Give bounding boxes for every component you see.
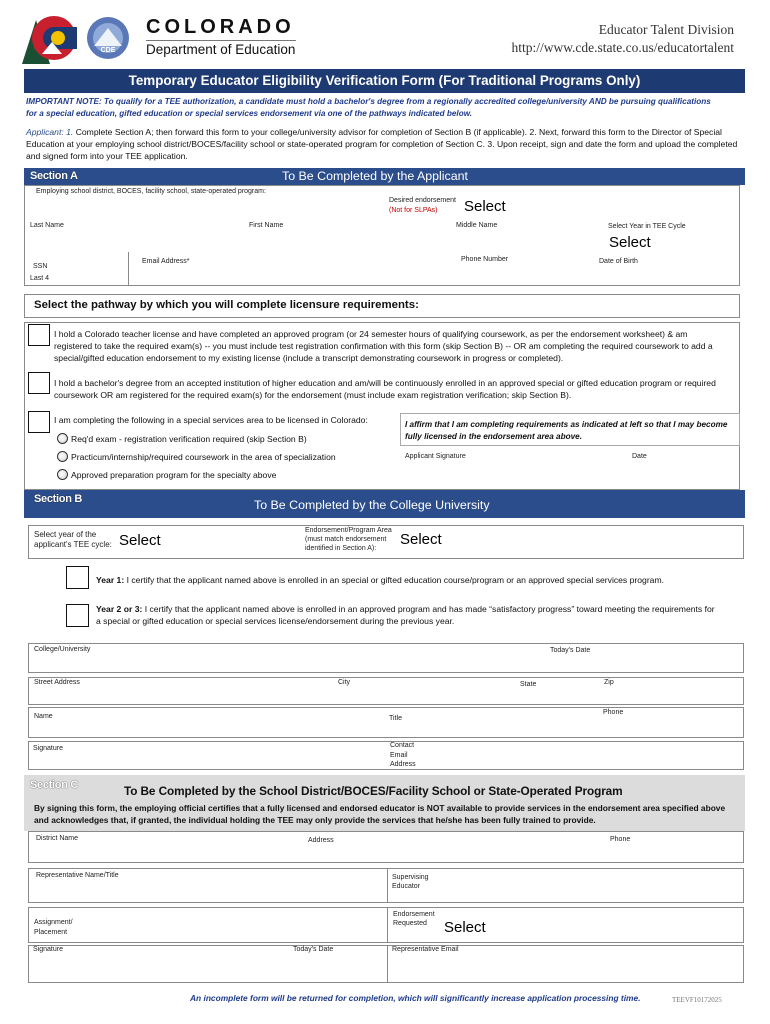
applicant-instructions-text: Complete Section A; then forward this form to your college/university advisor for completion of Section B (if applicable). 2. Next, forward this form to the Director of Special Education at your employing school district/BOCES/facility school or state-operated program for completion of Section C. 3. Upon receipt, sign and date the form and upload the completed and signed form into your TEE application. bbox=[26, 127, 738, 161]
year23-text bbox=[96, 603, 716, 627]
year1-checkbox[interactable] bbox=[66, 566, 89, 589]
rep-name-label: Representative Name/Title bbox=[36, 872, 119, 879]
section-a-tag: Section A bbox=[30, 170, 78, 182]
desired-endorsement-select[interactable]: Select bbox=[464, 198, 506, 215]
rep-row bbox=[28, 868, 744, 903]
ssn-label: SSN bbox=[33, 263, 48, 270]
requested-endorsement-label-1: Endorsement bbox=[393, 911, 435, 918]
radio-program[interactable] bbox=[57, 469, 68, 480]
college-row bbox=[28, 643, 744, 673]
radio-exam-label: Req'd exam - registration verification required (skip Section B) bbox=[71, 434, 307, 444]
year1-label: Year 1: bbox=[96, 575, 125, 585]
pathway-option-2-text: I hold a bachelor's degree from an accepted institution of higher education and am/will be continuously enrolled in an approved special or gifted education program or required coursework OR am registered for the required exam(s) for the endorsement (must include exam registration verification; skip Section B). bbox=[54, 378, 716, 400]
pathway-heading: Select the pathway by which you will complete licensure requirements: bbox=[34, 299, 419, 311]
district-phone-label: Phone bbox=[610, 836, 631, 843]
section-b-endorsement-1: Endorsement/Program Area bbox=[305, 527, 392, 534]
section-b-endorsement-2: (must match endorsement bbox=[305, 536, 387, 543]
supervising-label-2: Educator bbox=[392, 883, 421, 890]
important-note: IMPORTANT NOTE: To qualify for a TEE authorization, a candidate must hold a bachelor's degree from a regionally accredited college/university AND be pursuing qualifications for a special education, gifted education or special services endorsement via one of the pathways indicated below. bbox=[26, 97, 711, 118]
employing-label: Employing school district, BOCES, facility school, state-operated program: bbox=[36, 188, 266, 195]
applicant-instructions bbox=[26, 126, 744, 162]
section-b-endorsement-select[interactable]: Select bbox=[400, 531, 442, 548]
college-name-label: Name bbox=[34, 713, 53, 720]
section-c-tag: Section C bbox=[30, 779, 79, 791]
district-date-label: Today's Date bbox=[293, 946, 334, 953]
tee-cycle-label: Select Year in TEE Cycle bbox=[608, 223, 686, 230]
section-b-year-label-2: applicant's TEE cycle: bbox=[34, 540, 112, 549]
assignment-label-2: Placement bbox=[34, 929, 68, 936]
applicant-signature-label: Applicant Signature bbox=[405, 453, 466, 460]
pathway-option-2-checkbox[interactable] bbox=[28, 372, 50, 394]
year1-text bbox=[96, 574, 736, 586]
assignment-row bbox=[28, 907, 744, 943]
rep-email-label: Representative Email bbox=[392, 946, 459, 953]
desired-endorsement-note: (Not for SLPAs) bbox=[389, 207, 438, 214]
tee-cycle-select[interactable]: Select bbox=[609, 234, 651, 251]
zip-label: Zip bbox=[604, 679, 614, 686]
contact-label-3: Address bbox=[390, 761, 416, 768]
radio-practicum[interactable] bbox=[57, 451, 68, 462]
section-b-endorsement-3: identified in Section A): bbox=[305, 545, 377, 552]
footer-note: An incomplete form will be returned for completion, which will significantly increase application processing time. bbox=[190, 993, 641, 1003]
ssn-divider bbox=[128, 252, 129, 286]
last4-label: Last 4 bbox=[30, 275, 50, 282]
cde-seal-icon bbox=[86, 16, 130, 60]
rep-divider bbox=[387, 868, 388, 903]
first-name-label: First Name bbox=[249, 222, 284, 229]
phone-label: Phone Number bbox=[461, 256, 509, 263]
colorado-c-logo-icon bbox=[22, 14, 84, 64]
year23-statement: I certify that the applicant named above is enrolled in an approved program and has made “satisfactory progress” toward meeting the requirements for a special or gifted education or special services license/endorsement during the previous year. bbox=[96, 604, 715, 626]
college-title-label: Title bbox=[389, 715, 402, 722]
district-signature-label: Signature bbox=[33, 946, 63, 953]
name-row bbox=[28, 707, 744, 738]
pathway-option-1-text: I hold a Colorado teacher license and have completed an approved program (or 24 semester hours of qualifying coursework, as per the endorsement worksheet) & am registered to take the required exam(s) -- you must include test registration confirmation with this form (skip Section B) -- OR am completing the required coursework to add a special/gifted education endorsement to my existing license (include a transcript demonstrating coursework in progress or completed). bbox=[54, 329, 713, 363]
affirm-text: I affirm that I am completing requirements as indicated at left so that I may become fully licensed in the endorsement area above. bbox=[405, 420, 728, 441]
form-title: Temporary Educator Eligibility Verification Form (For Traditional Programs Only) bbox=[128, 73, 641, 88]
section-b-tag: Section B bbox=[34, 493, 83, 505]
pathway-option-3-checkbox[interactable] bbox=[28, 411, 50, 433]
radio-practicum-label: Practicum/internship/required coursework in the area of specialization bbox=[71, 452, 336, 462]
district-signature-row bbox=[28, 945, 744, 983]
division-url[interactable]: http://www.cde.state.co.us/educatortalent bbox=[511, 40, 734, 55]
contact-label-2: Email bbox=[390, 752, 408, 759]
district-row bbox=[28, 831, 744, 863]
district-address-label: Address bbox=[308, 837, 334, 844]
department-name: Department of Education bbox=[146, 42, 296, 57]
pathway-option-1-checkbox[interactable] bbox=[28, 324, 50, 346]
footer-code: TEEVF10172025 bbox=[672, 996, 722, 1004]
section-c-statement: By signing this form, the employing official certifies that a fully licensed and endorsed educator is NOT available to provide services in the endorsement area specified above and acknowledges that, if granted, the individual holding the TEE may only provide the services that he/she has been fully trained to provide. bbox=[34, 803, 726, 825]
state-label: State bbox=[520, 681, 537, 688]
last-name-label: Last Name bbox=[30, 222, 64, 229]
radio-exam[interactable] bbox=[57, 433, 68, 444]
sig-divider bbox=[387, 945, 388, 983]
street-label: Street Address bbox=[34, 679, 80, 686]
year23-label: Year 2 or 3: bbox=[96, 604, 143, 614]
email-label: Email Address* bbox=[142, 258, 190, 265]
requested-endorsement-label-2: Requested bbox=[393, 920, 427, 927]
applicant-date-label: Date bbox=[632, 453, 647, 460]
contact-label-1: Contact bbox=[390, 742, 415, 749]
college-phone-label: Phone bbox=[603, 709, 624, 716]
district-label: District Name bbox=[36, 835, 79, 842]
cde-seal bbox=[86, 16, 130, 60]
year1-statement: I certify that the applicant named above is enrolled in an special or gifted education course/program or an approved special services program. bbox=[126, 575, 665, 585]
pathway-option-3-text: I am completing the following in a special services area to be licensed in Colorado: bbox=[54, 415, 368, 425]
desired-endorsement-label: Desired endorsement bbox=[389, 197, 456, 204]
signature-row bbox=[28, 741, 744, 770]
dob-label: Date of Birth bbox=[599, 258, 638, 265]
city-label: City bbox=[338, 679, 351, 686]
special-services-field[interactable] bbox=[54, 425, 394, 426]
year23-checkbox[interactable] bbox=[66, 604, 89, 627]
college-date-label: Today's Date bbox=[550, 647, 591, 654]
cde-seal-text: CDE bbox=[100, 47, 116, 54]
college-signature-label: Signature bbox=[33, 745, 63, 752]
section-b-year-select[interactable]: Select bbox=[119, 532, 161, 549]
applicant-lead: Applicant: 1. bbox=[26, 127, 74, 137]
middle-name-label: Middle Name bbox=[456, 222, 498, 229]
supervising-label-1: Supervising bbox=[392, 874, 429, 881]
assignment-label-1: Assignment/ bbox=[34, 919, 73, 926]
division-name: Educator Talent Division bbox=[598, 22, 734, 37]
colorado-logo bbox=[22, 14, 84, 64]
college-address-row bbox=[28, 677, 744, 705]
brand-underline bbox=[146, 40, 296, 41]
brand-name: COLORADO bbox=[146, 16, 295, 38]
requested-endorsement-select[interactable]: Select bbox=[444, 919, 486, 936]
college-label: College/University bbox=[34, 646, 91, 653]
assignment-divider bbox=[387, 907, 388, 943]
section-b-year-label-1: Select year of the bbox=[34, 530, 97, 539]
section-a-title: To Be Completed by the Applicant bbox=[282, 169, 468, 183]
section-b-title: To Be Completed by the College University bbox=[254, 498, 490, 512]
section-c-title: To Be Completed by the School District/BOCES/Facility School or State-Operated Program bbox=[124, 784, 623, 798]
radio-program-label: Approved preparation program for the specialty above bbox=[71, 470, 277, 480]
